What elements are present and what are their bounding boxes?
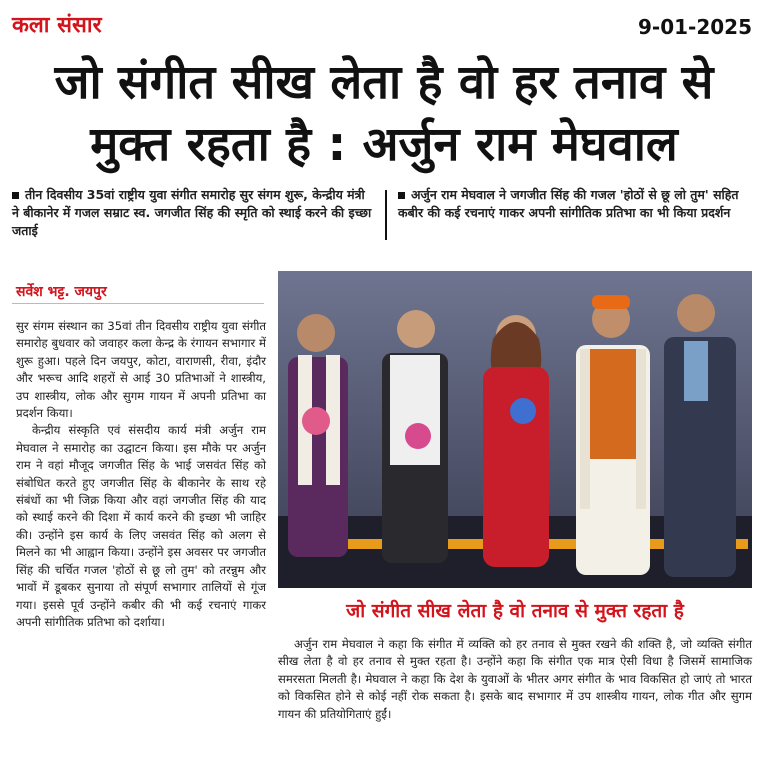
bullet-square-icon xyxy=(398,192,405,199)
paragraph: केन्द्रीय संस्कृति एवं संसदीय कार्य मंत्री अर्जुन राम मेघवाल ने समारोह का उद्घाटन किया। इस मौके पर अर्जुन राम ने वहां मौजूद जगजीत सिंह के भाई जसवंत सिंह को संबोधित करते हुए जगजीत सिंह के बीकानेर के साथ रहे संबंधों का भी जिक्र किया और वहां जगजीत सिंह की याद को स्थाई करने की दिशा में कार्य करने की इच्छा भी जाहिर की। उन्होंने इस कार्य के लिए जसवंत सिंह को अलग से मिलने का भी आह्वान किया। उन्होंने इस अवसर पर जगजीत सिंह की चर्चित गजल 'होठों से छू लो तुम' को तरन्नुम और भावों में डूबकर सुनाया तो संपूर्ण सभागार तालियों से गूंज गया। इससे पूर्व उन्होंने कबीर की भी कई रचनाएं गाकर अपनी सांगीतिक प्रतिभा को दर्शाया। xyxy=(16,423,266,629)
photo-illustration xyxy=(278,271,752,588)
article-body-right: अर्जुन राम मेघवाल ने कहा कि संगीत में व्यक्ति को हर तनाव से मुक्त रखने की शक्ति है, जो व्यक्ति संगीत सीख लेता है वो हर तनाव से मुक्त रहता है। उन्होंने कहा कि संगीत एक मात्र ऐसी विधा है जिसमें सामाजिक समरसता मिलती है। मेघवाल ने कहा कि देश के युवाओं के भीतर अगर संगीत के भाव विकसित हो जाएं तो भारत को विकसित होने से कोई नहीं रोक सकता है। इसके बाद सभागार में उप शास्त्रीय गायन, लोक गीत और सुगम गायन की प्रतियोगिताएं हुईं। xyxy=(278,637,752,721)
bullet-square-icon xyxy=(12,192,19,199)
section-label: कला संसार xyxy=(12,13,102,38)
subhead-right-text: अर्जुन राम मेघवाल ने जगजीत सिंह की गजल 'होठों से छू लो तुम' सहित कबीर की कई रचनाएं गाकर अपनी सांगीतिक प्रतिभा का भी किया प्रदर्शन xyxy=(398,187,739,220)
subhead-left-text: तीन दिवसीय 35वां राष्ट्रीय युवा संगीत समारोह सुर संगम शुरू, केन्द्रीय मंत्री ने बीकानेर में गजल सम्राट स्व. जगजीत सिंह की स्मृति को स्थाई करने की इच्छा जताई xyxy=(12,187,372,238)
subhead-left xyxy=(12,186,372,240)
subhead-divider xyxy=(385,190,387,240)
byline: सर्वेश भट्ट. जयपुर xyxy=(16,284,107,300)
publication-date: 9-01-2025 xyxy=(637,15,752,39)
byline-rule xyxy=(12,303,264,304)
subhead-right xyxy=(398,186,758,222)
photo-subhead: जो संगीत सीख लेता है वो तनाव से मुक्त रहता है xyxy=(346,600,684,622)
headline: जो संगीत सीख लेता है वो हर तनाव से मुक्त रहता है : अर्जुन राम मेघवाल xyxy=(54,55,714,172)
article-body-left xyxy=(16,318,266,631)
paragraph: सुर संगम संस्थान का 35वां तीन दिवसीय राष्ट्रीय युवा संगीत समारोह बुधवार को जवाहर कला केन्द्र के रंगायन सभागार में शुरू हुआ। पहले दिन जयपुर, कोटा, वाराणसी, रीवा, इंदौर और भरूच आदि शहरों से आई 30 प्रतिभाओं ने शास्त्रीय, उप शास्त्रीय, लोक और सुगम गायन में अपनी प्रतिभा का प्रदर्शन किया। xyxy=(16,319,266,421)
event-photo xyxy=(278,271,752,588)
